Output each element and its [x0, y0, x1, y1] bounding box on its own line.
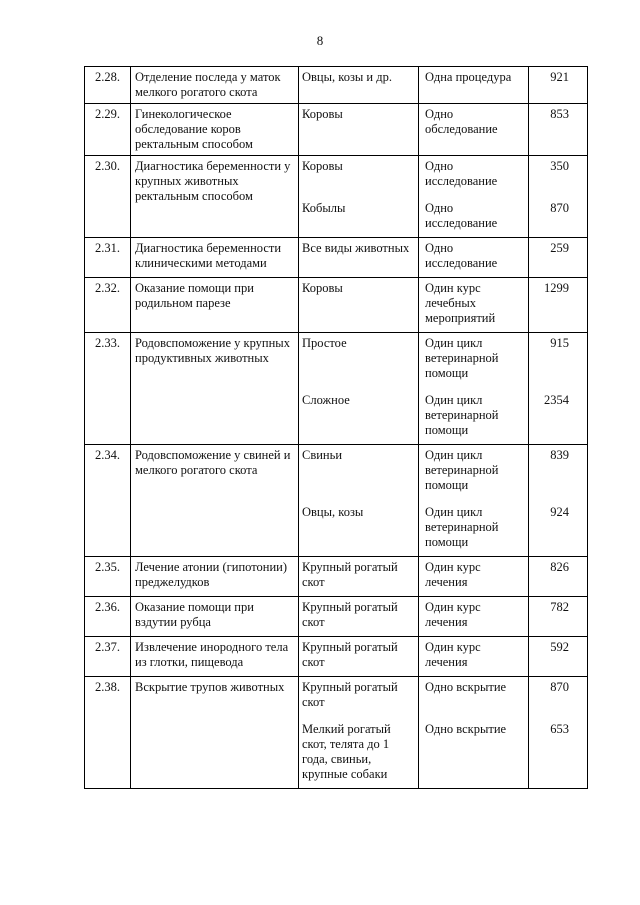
price-value: 915	[550, 336, 569, 350]
measurement-unit: Один курс лечения	[425, 600, 481, 629]
page-number: 8	[316, 33, 324, 48]
row-number: 2.35.	[85, 557, 131, 597]
service-name: Лечение атонии (гипотонии) преджелудков	[131, 557, 299, 597]
animal-category-cell	[299, 557, 419, 597]
measurement-unit: Одно вскрытие	[425, 680, 507, 694]
price-value: 839	[550, 448, 569, 462]
price-value-cell	[529, 637, 588, 677]
animal-category-cell	[299, 156, 419, 238]
service-name: Оказание помощи при родильном парезе	[131, 278, 299, 333]
price-value-cell	[529, 67, 588, 104]
table-row	[85, 278, 588, 333]
animal-category: Кобылы	[302, 201, 346, 215]
animal-category: Крупный рогатый скот	[302, 560, 398, 589]
service-name: Извлечение инородного тела из глотки, пищевода	[131, 637, 299, 677]
price-value-cell	[529, 333, 588, 445]
animal-category-cell	[299, 597, 419, 637]
price-table	[84, 66, 588, 789]
service-name: Гинекологическое обследование коров ректальным способом	[131, 104, 299, 156]
animal-category: Все виды животных	[302, 241, 410, 255]
price-value: 853	[550, 107, 569, 121]
table-row	[85, 333, 588, 445]
price-value: 924	[550, 505, 569, 519]
measurement-unit: Один курс лечения	[425, 640, 481, 669]
animal-category: Мелкий рогатый скот, телята до 1 года, свиньи, крупные собаки	[302, 722, 391, 781]
table-row	[85, 67, 588, 104]
animal-category-cell	[299, 104, 419, 156]
price-value: 826	[550, 560, 569, 574]
measurement-unit: Один цикл ветеринарной помощи	[425, 393, 499, 437]
measurement-unit-cell	[419, 238, 529, 278]
animal-category: Коровы	[302, 281, 343, 295]
row-number: 2.36.	[85, 597, 131, 637]
price-value-cell	[529, 677, 588, 789]
measurement-unit-cell	[419, 597, 529, 637]
measurement-unit-cell	[419, 445, 529, 557]
measurement-unit: Одно обследование	[425, 107, 498, 136]
row-number: 2.38.	[85, 677, 131, 789]
table-row	[85, 104, 588, 156]
animal-category-cell	[299, 278, 419, 333]
price-value: 592	[550, 640, 569, 654]
row-number: 2.32.	[85, 278, 131, 333]
service-name: Диагностика беременности клиническими методами	[131, 238, 299, 278]
animal-category: Крупный рогатый скот	[302, 600, 398, 629]
row-number: 2.30.	[85, 156, 131, 238]
price-value: 921	[550, 70, 569, 84]
row-number: 2.37.	[85, 637, 131, 677]
row-number: 2.33.	[85, 333, 131, 445]
row-number: 2.29.	[85, 104, 131, 156]
animal-category-cell	[299, 445, 419, 557]
price-value-cell	[529, 597, 588, 637]
measurement-unit: Один цикл ветеринарной помощи	[425, 336, 499, 380]
price-value-cell	[529, 156, 588, 238]
animal-category: Простое	[302, 336, 347, 350]
measurement-unit-cell	[419, 557, 529, 597]
price-value: 259	[550, 241, 569, 255]
animal-category-cell	[299, 67, 419, 104]
measurement-unit: Один курс лечения	[425, 560, 481, 589]
price-value-cell	[529, 278, 588, 333]
animal-category: Сложное	[302, 393, 350, 407]
measurement-unit-cell	[419, 278, 529, 333]
animal-category: Коровы	[302, 159, 343, 173]
price-value-cell	[529, 557, 588, 597]
price-value: 350	[550, 159, 569, 173]
animal-category: Овцы, козы	[302, 505, 364, 519]
table-row	[85, 637, 588, 677]
measurement-unit-cell	[419, 637, 529, 677]
table-row	[85, 238, 588, 278]
service-name: Родовспоможение у свиней и мелкого рогатого скота	[131, 445, 299, 557]
service-name: Вскрытие трупов животных	[131, 677, 299, 789]
animal-category-cell	[299, 677, 419, 789]
price-value: 782	[550, 600, 569, 614]
measurement-unit: Одно вскрытие	[425, 722, 507, 736]
table-row	[85, 445, 588, 557]
table-row	[85, 156, 588, 238]
animal-category-cell	[299, 238, 419, 278]
measurement-unit-cell	[419, 67, 529, 104]
table-row	[85, 557, 588, 597]
measurement-unit: Одно исследование	[425, 159, 498, 188]
price-table-body	[85, 67, 588, 789]
measurement-unit-cell	[419, 333, 529, 445]
price-value: 870	[550, 201, 569, 215]
animal-category-cell	[299, 333, 419, 445]
table-row	[85, 677, 588, 789]
measurement-unit: Один курс лечебных мероприятий	[425, 281, 496, 325]
measurement-unit: Одна процедура	[425, 70, 512, 84]
animal-category: Свиньи	[302, 448, 343, 462]
row-number: 2.31.	[85, 238, 131, 278]
measurement-unit: Один цикл ветеринарной помощи	[425, 448, 499, 492]
table-row	[85, 597, 588, 637]
price-value: 653	[550, 722, 569, 736]
service-name: Родовспоможение у крупных продуктивных животных	[131, 333, 299, 445]
animal-category: Коровы	[302, 107, 343, 121]
price-value-cell	[529, 445, 588, 557]
price-value-cell	[529, 104, 588, 156]
measurement-unit: Одно исследование	[425, 241, 498, 270]
animal-category: Крупный рогатый скот	[302, 680, 398, 709]
animal-category: Крупный рогатый скот	[302, 640, 398, 669]
row-number: 2.34.	[85, 445, 131, 557]
measurement-unit-cell	[419, 677, 529, 789]
price-value: 2354	[544, 393, 569, 407]
price-value: 1299	[544, 281, 569, 295]
price-value: 870	[550, 680, 569, 694]
animal-category: Овцы, козы и др.	[302, 70, 392, 84]
measurement-unit: Одно исследование	[425, 201, 498, 230]
measurement-unit-cell	[419, 104, 529, 156]
price-value-cell	[529, 238, 588, 278]
service-name: Диагностика беременности у крупных животных ректальным способом	[131, 156, 299, 238]
service-name: Оказание помощи при вздутии рубца	[131, 597, 299, 637]
animal-category-cell	[299, 637, 419, 677]
service-name: Отделение последа у маток мелкого рогатого скота	[131, 67, 299, 104]
row-number: 2.28.	[85, 67, 131, 104]
measurement-unit-cell	[419, 156, 529, 238]
measurement-unit: Один цикл ветеринарной помощи	[425, 505, 499, 549]
